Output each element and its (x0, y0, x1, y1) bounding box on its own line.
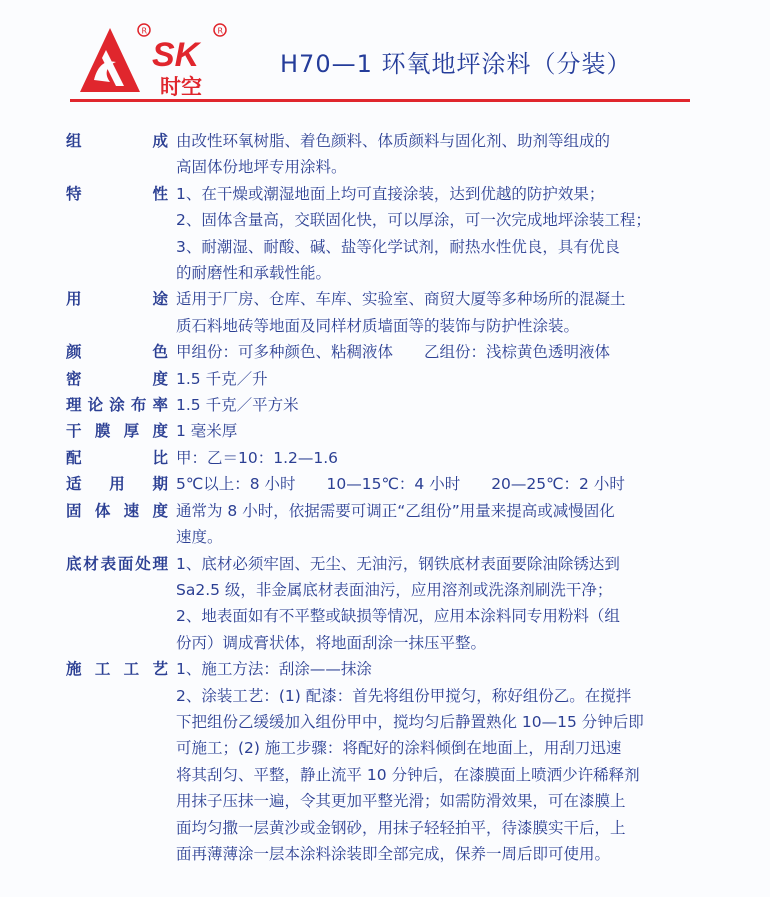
spec-line: 2、涂装工艺：(1) 配漆：首先将组份甲搅匀，称好组份乙。在搅拌 (176, 686, 632, 705)
spec-line: 可施工；(2) 施工步骤：将配好的涂料倾倒在地面上，用刮刀迅速 (176, 739, 622, 758)
spec-line: 1 毫米厚 (176, 422, 238, 441)
spec-row (66, 551, 696, 657)
spec-line: 的耐磨性和承载性能。 (176, 264, 332, 283)
spec-label: 适用期 (66, 475, 168, 494)
shikong-logo (76, 20, 236, 98)
spec-value (176, 392, 696, 418)
logo-brand-text: 时空 (160, 75, 202, 98)
spec-label: 底材表面处理 (66, 554, 168, 573)
spec-line: 面再薄薄涂一层本涂料涂装即全部完成，保养一周后即可使用。 (176, 844, 611, 863)
spec-value (176, 339, 696, 365)
spec-row (66, 498, 696, 551)
spec-label: 颜 色 (66, 343, 168, 362)
spec-label: 理论涂布率 (66, 396, 168, 415)
spec-line: 用抹子压抹一遍，令其更加平整光滑；如需防滑效果，可在漆膜上 (176, 792, 626, 811)
spec-row (66, 286, 696, 339)
spec-row (66, 339, 696, 365)
spec-line: 1.5 千克／升 (176, 369, 268, 388)
spec-line: 速度。 (176, 528, 223, 547)
spec-line: 3、耐潮湿、耐酸、碱、盐等化学试剂，耐热水性优良，具有优良 (176, 237, 620, 256)
spec-line: 质石料地砖等地面及同样材质墙面等的装饰与防护性涂装。 (176, 316, 580, 335)
spec-value (176, 366, 696, 392)
svg-text:R: R (141, 26, 148, 36)
spec-label: 特 性 (66, 184, 168, 203)
spec-label: 组 成 (66, 132, 168, 150)
spec-value (176, 656, 696, 867)
spec-row (66, 471, 696, 497)
spec-line: 2、地表面如有不平整或缺损等情况，应用本涂料同专用粉料（组 (176, 607, 620, 626)
spec-line: 1、底材必须牢固、无尘、无油污，钢铁底材表面要除油除锈达到 (176, 554, 620, 573)
spec-value (176, 286, 696, 339)
spec-label: 用 途 (66, 290, 168, 309)
spec-list (66, 128, 696, 867)
spec-line: 1、施工方法：刮涂——抹涂 (176, 660, 372, 679)
spec-value (176, 181, 696, 287)
spec-label: 干膜厚度 (66, 422, 168, 441)
spec-line: 适用于厂房、仓库、车库、实验室、商贸大厦等多种场所的混凝土 (176, 290, 626, 309)
spec-label: 密 度 (66, 369, 168, 388)
spec-line: Sa2.5 级，非金属底材表面油污，应用溶剂或洗涤剂刷洗干净； (176, 580, 613, 599)
spec-line: 5℃以上：8 小时 10—15℃：4 小时 20—25℃：2 小时 (176, 475, 625, 494)
spec-value (176, 445, 696, 471)
spec-line: 将其刮匀、平整，静止流平 10 分钟后，在漆膜面上喷洒少许稀释剂 (176, 765, 640, 784)
spec-row (66, 181, 696, 287)
spec-line: 1.5 千克／平方米 (176, 396, 299, 415)
spec-line: 由改性环氧树脂、着色颜料、体质颜料与固化剂、助剂等组成的 (176, 132, 611, 150)
spec-label: 施工工艺 (66, 660, 168, 679)
spec-line: 通常为 8 小时，依据需要可调正“乙组份”用量来提高或减慢固化 (176, 501, 615, 520)
spec-row (66, 445, 696, 471)
spec-row (66, 418, 696, 444)
spec-value (176, 418, 696, 444)
spec-line: 份丙）调成膏状体，将地面刮涂一抹压平整。 (176, 633, 487, 652)
spec-line: 甲组份：可多种颜色、粘稠液体 乙组份：浅棕黄色透明液体 (176, 343, 611, 362)
spec-line: 甲：乙＝10：1.2—1.6 (176, 448, 339, 467)
header (0, 0, 770, 110)
spec-value (176, 128, 696, 181)
spec-label: 配 比 (66, 448, 168, 467)
spec-row (66, 366, 696, 392)
logo-mark-text: SK (152, 36, 200, 74)
spec-label: 固体速度 (66, 501, 168, 520)
spec-value (176, 551, 696, 657)
header-rule (70, 99, 690, 102)
spec-value (176, 498, 696, 551)
spec-line: 1、在干燥或潮湿地面上均可直接涂装，达到优越的防护效果； (176, 184, 605, 203)
svg-text:R: R (217, 26, 224, 36)
spec-row (66, 128, 696, 181)
spec-line: 下把组份乙缓缓加入组份甲中，搅均匀后静置熟化 10—15 分钟后即 (176, 712, 644, 731)
spec-line: 高固体份地坪专用涂料。 (176, 158, 347, 177)
spec-line: 面均匀撒一层黄沙或金钢砂，用抹子轻轻拍平，待漆膜实干后，上 (176, 818, 626, 837)
spec-row (66, 656, 696, 867)
spec-row (66, 392, 696, 418)
spec-line: 2、固体含量高，交联固化快，可以厚涂，可一次完成地坪涂装工程； (176, 211, 651, 230)
page-title: H70—1 环氧地坪涂料（分装） (280, 50, 632, 78)
spec-value (176, 471, 696, 497)
